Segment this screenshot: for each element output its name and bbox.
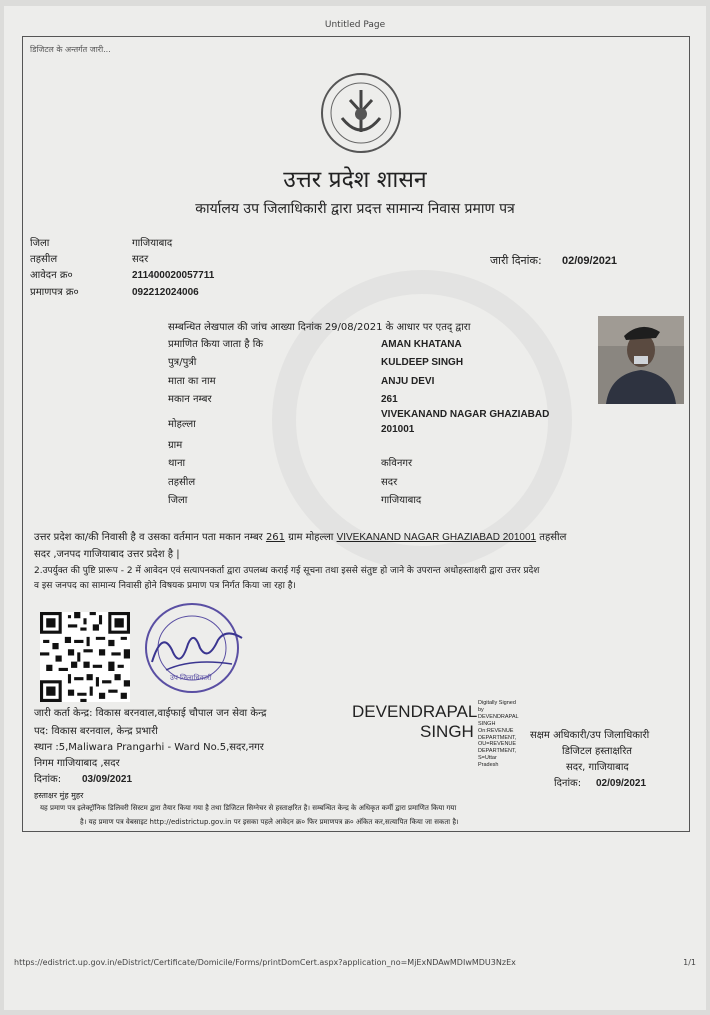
district-label: जिला <box>30 238 50 249</box>
body-address: VIVEKANAND NAGAR GHAZIABAD 201001 <box>336 532 537 543</box>
tehsil-label: तहसील <box>30 254 58 265</box>
field-value-house: 261 <box>381 394 398 405</box>
field-label: जिला <box>168 495 188 506</box>
issuer-kendra: जारी कर्ता केन्द्र: विकास बरनवाल,वाईफाई चौपाल जन सेवा केन्द्र <box>34 708 267 719</box>
body-text: तहसील <box>539 532 567 543</box>
body-text: ग्राम मोहल्ला <box>288 532 334 543</box>
authority-date-label: दिनांक: <box>554 778 582 789</box>
field-value-mother: ANJU DEVI <box>381 376 435 387</box>
digital-sign-details <box>478 700 519 769</box>
digital-sign-name: DEVENDRAPAL <box>352 702 478 721</box>
digital-sign-line: by <box>478 706 484 713</box>
intro-line: सम्बन्धित लेखपाल की जांच आख्या दिनांक 29/08/2021 के आधार पर एतद् द्वारा <box>168 322 471 333</box>
digital-sign-line: DEVENDRAPAL <box>478 713 519 720</box>
body-paragraph-1 <box>34 532 566 544</box>
authority-digital: डिजिटल हस्ताक्षरित <box>562 746 632 757</box>
app-no-value: 211400020057711 <box>132 270 215 281</box>
digital-sign-line: OU=REVENUE <box>478 741 517 748</box>
qr-code <box>40 612 130 702</box>
body-paragraph-2a: 2.उपर्युक्त की पुष्टि प्रारूप - 2 में आवेदन एवं सत्यापनकर्ता द्वारा उपलब्ध कराई गई सूचना तथा इससे संतुष्ट हो जाने के उपरान्त अधोहस्ताक्षरी द्वारा उत्तर प्रदेश <box>34 566 540 576</box>
up-emblem-icon <box>320 72 402 154</box>
app-no-label: आवेदन क्र० <box>30 270 73 281</box>
cert-no-label: प्रमाणपत्र क्र० <box>30 287 79 298</box>
digital-sign-line: DEPARTMENT, <box>478 734 517 741</box>
issuer-sign-note: हस्ताक्षर मुंह मुहर <box>34 791 84 800</box>
field-label: थाना <box>168 458 186 469</box>
tehsil-value: सदर <box>132 254 149 265</box>
field-value-pin: 201001 <box>381 424 415 435</box>
field-value-name: AMAN KHATANA <box>381 339 462 350</box>
body-house-no: 261 <box>265 532 286 543</box>
issue-date-label: जारी दिनांक: <box>490 254 542 267</box>
field-label: तहसील <box>168 477 196 488</box>
print-url: https://edistrict.up.gov.in/eDistrict/Certificate/Domicile/Forms/printDomCert.aspx?application_no=MjExNDAwMDIwMDU3NzEx <box>14 958 516 967</box>
authority-title: सक्षम अधिकारी/उप जिलाधिकारी <box>530 730 650 741</box>
body-paragraph-1b: सदर ,जनपद गाजियाबाद उत्तर प्रदेश है | <box>34 549 180 560</box>
field-label: माता का नाम <box>168 376 216 387</box>
field-label: प्रमाणित किया जाता है कि <box>168 339 264 350</box>
authority-place: सदर, गाजियाबाद <box>566 762 629 773</box>
top-note: डिजिटल के अन्तर्गत जारी... <box>30 45 111 54</box>
cert-no-value: 092212024006 <box>132 287 199 298</box>
digital-sign-line: On:REVENUE <box>478 727 514 734</box>
header-subtitle: कार्यालय उप जिलाधिकारी द्वारा प्रदत्त सामान्य निवास प्रमाण पत्र <box>195 201 515 217</box>
field-value-district: गाजियाबाद <box>381 495 422 506</box>
field-value-mohalla: VIVEKANAND NAGAR GHAZIABAD <box>381 409 550 420</box>
digital-sign-line: Digitally Signed <box>478 700 516 706</box>
issuer-date-label: दिनांक: <box>34 774 62 785</box>
page-number: 1/1 <box>683 958 696 967</box>
footer-note-2: है। यह प्रमाण पत्र वेबसाइट http://edistrictup.gov.in पर इसका पहले आवेदन क्र० फिर प्रमाणपत्र क्र० अंकित कर,सत्यापित किया जा सकता है। <box>80 818 459 826</box>
body-paragraph-2b: व इस जनपद का सामान्य निवासी होने विषयक प्रमाण पत्र निर्गत किया जा रहा है। <box>34 581 296 591</box>
issuer-place: स्थान :5,Maliwara Prangarhi - Ward No.5,सदर,नगर <box>34 742 264 753</box>
field-label: मोहल्ला <box>168 419 196 430</box>
digital-sign-line: DEPARTMENT, <box>478 748 517 755</box>
digital-sign-line: S=Uttar <box>478 755 497 762</box>
digital-sign-line: SINGH <box>478 720 496 727</box>
field-value-father: KULDEEP SINGH <box>381 357 464 368</box>
stamp-text: उप जिलाधिकारी <box>170 674 212 682</box>
header-title: उत्तर प्रदेश शासन <box>283 167 427 193</box>
issuer-place-2: निगम गाजियाबाद ,सदर <box>34 758 120 769</box>
issue-date-value: 02/09/2021 <box>562 255 618 267</box>
field-label: ग्राम <box>168 440 183 451</box>
district-value: गाजियाबाद <box>132 238 173 249</box>
authority-date-value: 02/09/2021 <box>596 778 647 789</box>
digital-sign-line: Pradesh <box>478 762 499 769</box>
issuer-pad: पद: विकास बरनवाल, केन्द्र प्रभारी <box>34 726 158 737</box>
field-label: पुत्र/पुत्री <box>168 357 197 368</box>
field-value-thana: कविनगर <box>381 458 413 469</box>
field-label: मकान नम्बर <box>168 394 212 405</box>
digital-sign-name-2: SINGH <box>420 722 474 741</box>
browser-page-title: Untitled Page <box>324 20 386 30</box>
footer-note-1: यह प्रमाण पत्र इलेक्ट्रॉनिक डिलिवरी सिस्टम द्वारा तैयार किया गया है तथा डिजिटल सिग्नेचर से हस्ताक्षरित है। सम्बन्धित केन्द्र के अधिकृत कर्मी द्वारा प्रमाणित किया गया <box>40 804 457 812</box>
field-value-tehsil: सदर <box>381 477 398 488</box>
body-text: उत्तर प्रदेश का/की निवासी है व उसका वर्तमान पता मकान नम्बर <box>34 532 263 543</box>
issuer-date-value: 03/09/2021 <box>82 774 133 785</box>
applicant-photo <box>598 316 684 404</box>
